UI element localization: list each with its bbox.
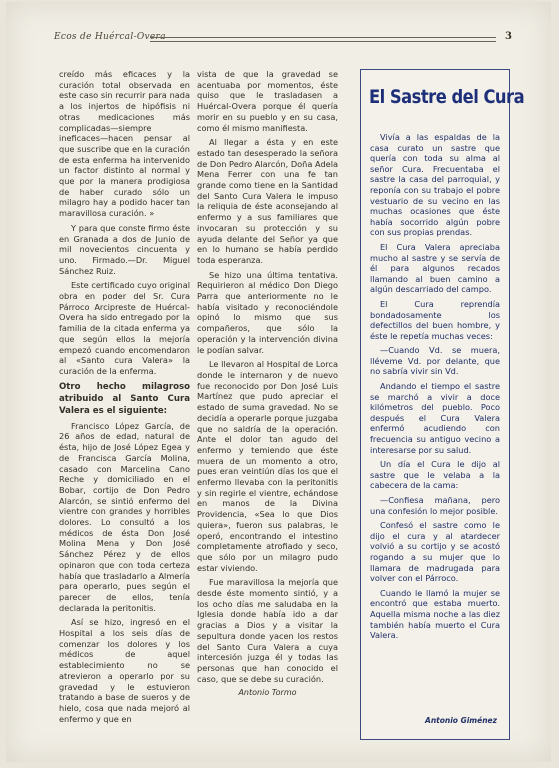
article-signature: Antonio Tormo bbox=[238, 688, 297, 698]
paragraph: Al llegar a ésta y en este estado tan desesperado la señora de Don Pedro Alarcón, Doña Adela Mena Ferrer con una fe tan grande como tiene en la Santidad del Santo Cura Valera le impuso la reliquia de éste aconsejando al enfermo y a sus familiares que invocaran su protección y su ayuda delante del Señor ya que en lo humano se había perdido toda esperanza. bbox=[197, 137, 338, 265]
page-number: 3 bbox=[505, 31, 512, 42]
paragraph: Francisco López García, de 26 años de edad, natural de ésta, hijo de José López Egea y de Francisca García Molina, casado con Marcelina Cano Reche y domiciliado en el Bobar, cortijo de Don Pedro Alarcón, se sintió enfermo del vientre con grandes y horribles dolores. Lo consultó a los médicos de ésta Don José Molina Mena y Don José Sánchez Pérez y de ellos opinaron que con toda certeza había que trasladarlo a Almería para operarlo, pues según el parecer de ellos, tenía declarada la peritonitis. bbox=[59, 420, 190, 613]
paragraph: Y para que conste firmo éste en Granada a dos de Junio de mil novecientos cincuenta y uno. Firmado.—Dr. Miguel Sánchez Ruiz. bbox=[59, 222, 190, 276]
paragraph: vista de que la gravedad se acentuaba por momentos, éste quiso que le trasladasen a Huércal-Overa porque él quería morir en su pueblo y en su casa, como él mismo manifiesta. bbox=[197, 69, 338, 133]
page-header bbox=[42, 32, 512, 48]
article-column-1 bbox=[59, 69, 190, 728]
paragraph: —Confiesa mañana, pero una confesión lo mejor posible. bbox=[370, 495, 500, 516]
paragraph: Andando el tiempo el sastre se marchó a vivir a doce kilómetros del pueblo. Poco después el Cura Valera enfermó acudiendo con frecuencia su antiguo vecino a interesarse por su salud. bbox=[370, 381, 500, 455]
boxed-story-signature: Antonio Giménez bbox=[425, 716, 497, 725]
paragraph: Fue maravillosa la mejoría que desde éste momento sintió, y a los ocho días me saludaba en la Iglesia donde había ido a dar gracias a Dios y a visitar la sepultura donde yacen los restos del Santo Cura Valera a cuya intercesión juzga él y todas las personas que han conocido el caso, que se debe su curación. bbox=[197, 577, 338, 684]
boxed-story bbox=[360, 69, 525, 740]
paragraph: Le llevaron al Hospital de Lorca donde le internaron y de nuevo fue reconocido por Don José Luis Martínez que pudo apreciar el estado de suma gravedad. No se decidía a operarle porque juzgaba que no saldría de la operación. Ante el dolor tan agudo del enfermo y temiendo que éste muera de un momento a otro, pues eran veintiún días los que el enfermo llevaba con la peritonitis y sin regirle el vientre, echándose en manos de la Divina Providencia, «Sea lo que Dios quiera», fueron sus palabras, le operó, encontrando el intestino completamente atrofiado y seco, que sólo por un milagro pudo estar viviendo. bbox=[197, 359, 338, 573]
paragraph: Confesó el sastre como le dijo el cura y al atardecer volvió a su cortijo y se acostó rogando a su mujer que lo llamara de madrugada para volver con el Párroco. bbox=[370, 520, 500, 584]
paragraph: Así se hizo, ingresó en el Hospital a los seis días de comenzar los dolores y los médicos de aquel establecimiento no se atrevieron a operarlo por su gravedad y le estuvieron tratando a base de sueros y de hielo, cosa que nada mejoró al enfermo y que en bbox=[59, 617, 190, 724]
paragraph: Vivía a las espaldas de la casa curato un sastre que quería con toda su alma al señor Cura. Frecuentaba el sastre la casa del parroquial, y reponía con su trabajo el pobre vestuario de su vecino en las muchas ocasiones que éste había socorrido algún pobre con sus propias prendas. bbox=[370, 132, 500, 238]
section-subheading: Otro hecho milagroso atribuido al Santo Cura Valera es el siguiente: bbox=[59, 381, 190, 416]
boxed-story-body bbox=[370, 132, 500, 645]
paragraph: Este certificado cuyo original obra en poder del Sr. Cura Párroco Arcipreste de Huércal-Overa ha sido entregado por la familia de la citada enferma ya que según ellos la mejoría empezó cuando encomendaron al «Santo cura Valera» la curación de la enferma. bbox=[59, 280, 190, 376]
publication-title: Ecos de Huércal-Overa bbox=[54, 32, 166, 42]
paragraph: Un día el Cura le dijo al sastre que le velaba a la cabecera de la cama: bbox=[370, 459, 500, 491]
boxed-story-title: El Sastre del Cura bbox=[369, 86, 525, 108]
paragraph: El Cura Valera apreciaba mucho al sastre y se servía de él para algunos recados llamando al buen camino a algún descarriado del campo. bbox=[370, 241, 500, 295]
header-rule bbox=[150, 37, 496, 42]
paragraph: Se hizo una última tentativa. Requirieron al médico Don Diego Parra que anteriormente no le había visitado y reconociéndole opinó lo mismo que sus compañeros, que sólo la operación y la intervención divina le podían salvar. bbox=[197, 269, 338, 355]
paragraph: Cuando le llamó la mujer se encontró que estaba muerto. Aquella misma noche a las diez también había muerto el Cura Valera. bbox=[370, 587, 500, 641]
paragraph: creído más eficaces y la curación total observada en este caso sin recurrir para nada a los injertos de hipófisis ni otras medicaciones más complicadas—siempre ineficaces—hacen pensar al que suscribe que en la curación de esta enferma ha intervenido un factor distinto al normal y que por la manera prodigiosa de haber curado sólo un milagro hay a podido hacer tan maravillosa curación. » bbox=[59, 69, 190, 219]
paragraph: El Cura reprendía bondadosamente los defectillos del buen hombre, y éste le repetía muchas veces: bbox=[370, 298, 500, 341]
article-column-2 bbox=[197, 69, 338, 703]
newspaper-page bbox=[6, 2, 551, 762]
paragraph: —Cuando Vd. se muera, lléveme Vd. por delante, que no sabría vivir sin Vd. bbox=[370, 345, 500, 377]
